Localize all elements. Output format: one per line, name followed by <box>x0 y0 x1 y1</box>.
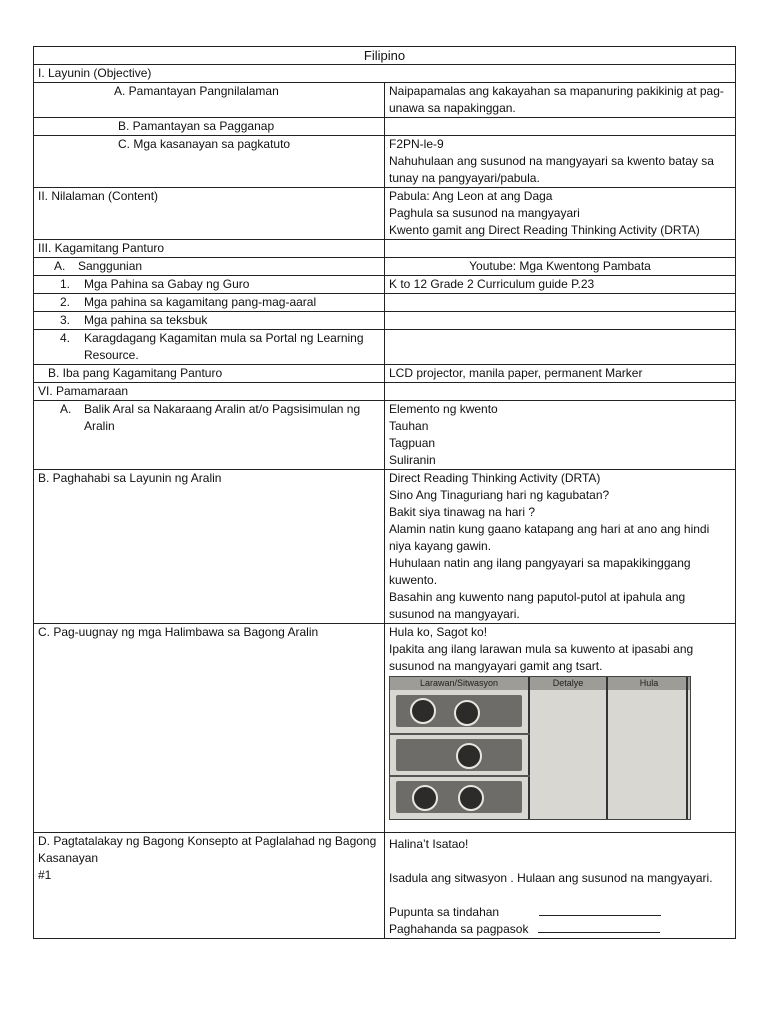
item-row <box>34 294 736 312</box>
balik-aral-label-cell <box>34 401 385 470</box>
item-number: 1. <box>60 277 71 291</box>
story-picture-3 <box>396 781 522 813</box>
pamantayan-pagganap-row <box>34 118 736 136</box>
balik-aral-line: Tauhan <box>389 419 429 433</box>
tsart-header <box>390 677 690 690</box>
item-label-cell <box>34 330 385 365</box>
paghahabi-line: Basahin ang kuwento nang paputol-putol at ipahula ang susunod na mangyayari. <box>389 590 686 621</box>
layunin-heading: I. Layunin (Objective) <box>34 65 736 83</box>
pag-uugnay-row <box>34 624 736 833</box>
pamantayan-pagganap-label: B. Pamantayan sa Pagganap <box>34 118 385 136</box>
lion-icon <box>454 700 480 726</box>
pag-uugnay-cell <box>385 624 736 833</box>
paghahabi-line: Huhulaan natin ang ilang pangyayari sa mapakikinggang kuwento. <box>389 556 691 587</box>
tsart-divider <box>686 677 688 819</box>
situation-line <box>389 921 731 938</box>
spacer <box>389 853 731 870</box>
pamantayan-pagganap-value <box>385 118 736 136</box>
balik-aral-number: A. <box>60 402 72 416</box>
paghahabi-label: B. Paghahabi sa Layunin ng Aralin <box>34 470 385 624</box>
item-label: Mga Pahina sa Gabay ng Guro <box>84 277 250 291</box>
paghahabi-line: Bakit siya tinawag na hari ? <box>389 505 536 519</box>
pamantayan-pangnilalaman-row <box>34 83 736 118</box>
sanggunian-value: Youtube: Mga Kwentong Pambata <box>385 258 736 276</box>
item-value: K to 12 Grade 2 Curriculum guide P.23 <box>385 276 736 294</box>
spacer <box>389 887 731 904</box>
kasanayan-cell <box>385 136 736 188</box>
sanggunian-label: Sanggunian <box>78 259 143 273</box>
iba-pang-kagamitan-row <box>34 365 736 383</box>
item-label: Mga pahina sa kagamitang pang-mag-aaral <box>84 295 317 309</box>
story-picture-1 <box>396 695 522 727</box>
iba-pang-kagamitan-label: B. Iba pang Kagamitang Panturo <box>34 365 385 383</box>
tsart-header-hula: Hula <box>639 678 659 688</box>
tsart-row-line <box>390 733 530 735</box>
kagamitan-row <box>34 240 736 258</box>
kagamitan-empty <box>385 240 736 258</box>
pagtatalakay-heading: Halina’t Isatao! <box>389 837 469 851</box>
lion-icon <box>412 785 438 811</box>
pamamaraan-heading: VI. Pamamaraan <box>34 383 385 401</box>
sanggunian-label-cell <box>34 258 385 276</box>
item-row <box>34 330 736 365</box>
tsart-header-larawan: Larawan/Sitwasyon <box>419 678 499 688</box>
nilalaman-line: Paghula sa susunod na mangyayari <box>389 206 580 220</box>
pagtatalakay-row <box>34 833 736 939</box>
item-label-cell <box>34 312 385 330</box>
item-label: Karagdagang Kagamitan mula sa Portal ng Learning Resource. <box>84 331 364 362</box>
item-value <box>385 330 736 365</box>
pagtatalakay-number: #1 <box>38 868 52 882</box>
kagamitan-heading: III. Kagamitang Panturo <box>34 240 385 258</box>
nilalaman-cell <box>385 188 736 240</box>
item-row <box>34 276 736 294</box>
pamantayan-pangnilalaman-label: A. Pamantayan Pangnilalaman <box>34 83 385 118</box>
pamamaraan-empty <box>385 383 736 401</box>
nilalaman-label: II. Nilalaman (Content) <box>34 188 385 240</box>
pamantayan-pangnilalaman-value: Naipapamalas ang kakayahan sa mapanuring pakikinig at pag-unawa sa napakinggan. <box>385 83 736 118</box>
item-value <box>385 294 736 312</box>
lesson-plan-sheet <box>33 46 736 939</box>
item-number: 4. <box>60 331 71 345</box>
tsart-row-line <box>390 775 530 777</box>
situation-text: Pupunta sa tindahan <box>389 905 500 919</box>
subject-title: Filipino <box>34 47 736 65</box>
tsart-divider <box>528 677 530 819</box>
sanggunian-row <box>34 258 736 276</box>
item-label-cell <box>34 276 385 294</box>
tsart-header-detalye: Detalye <box>552 678 584 688</box>
iba-pang-kagamitan-value: LCD projector, manila paper, permanent Marker <box>385 365 736 383</box>
kasanayan-code: F2PN-le-9 <box>389 137 444 151</box>
item-number: 3. <box>60 313 71 327</box>
story-picture-2 <box>396 739 522 771</box>
item-value <box>385 312 736 330</box>
kasanayan-label: C. Mga kasanayan sa pagkatuto <box>34 136 385 188</box>
situation-text: Paghahanda sa pagpasok <box>389 922 529 936</box>
balik-aral-row <box>34 401 736 470</box>
answer-blank[interactable] <box>539 904 661 916</box>
pag-uugnay-label: C. Pag-uugnay ng mga Halimbawa sa Bagong Aralin <box>34 624 385 833</box>
kasanayan-value: Nahuhulaan ang susunod na mangyayari sa kwento batay sa tunay na pangyayari/pabula. <box>389 154 714 185</box>
lion-icon <box>410 698 436 724</box>
balik-aral-line: Suliranin <box>389 453 436 467</box>
item-label-cell <box>34 294 385 312</box>
pamamaraan-row <box>34 383 736 401</box>
balik-aral-cell <box>385 401 736 470</box>
nilalaman-line: Pabula: Ang Leon at ang Daga <box>389 189 553 203</box>
pag-uugnay-line: Ipakita ang ilang larawan mula sa kuwento at ipasabi ang susunod na mangyayari gamit ang tsart. <box>389 642 694 673</box>
lion-icon <box>458 785 484 811</box>
kasanayan-row <box>34 136 736 188</box>
pag-uugnay-line: Hula ko, Sagot ko! <box>389 625 488 639</box>
situation-line <box>389 904 731 921</box>
item-number: 2. <box>60 295 71 309</box>
title-row <box>34 47 736 65</box>
tsart-divider <box>606 677 608 819</box>
pagtatalakay-label: D. Pagtatalakay ng Bagong Konsepto at Paglalahad ng Bagong Kasanayan <box>38 834 377 865</box>
paghahabi-line: Sino Ang Tinaguriang hari ng kagubatan? <box>389 488 610 502</box>
lesson-plan-table <box>33 46 736 939</box>
tsart-photo <box>389 676 691 820</box>
answer-blank[interactable] <box>538 921 660 933</box>
balik-aral-line: Elemento ng kwento <box>389 402 498 416</box>
item-label: Mga pahina sa teksbuk <box>84 313 208 327</box>
pagtatalakay-cell <box>385 833 736 939</box>
layunin-row <box>34 65 736 83</box>
sanggunian-number: A. <box>54 259 66 273</box>
paghahabi-row <box>34 470 736 624</box>
balik-aral-label: Balik Aral sa Nakaraang Aralin at/o Pagsisimulan ng Aralin <box>84 402 361 433</box>
lion-icon <box>456 743 482 769</box>
pagtatalakay-label-cell <box>34 833 385 939</box>
nilalaman-row <box>34 188 736 240</box>
paghahabi-line: Alamin natin kung gaano katapang ang hari at ano ang hindi niya kayang gawin. <box>389 522 710 553</box>
paghahabi-line: Direct Reading Thinking Activity (DRTA) <box>389 471 601 485</box>
paghahabi-cell <box>385 470 736 624</box>
pagtatalakay-instruction: Isadula ang sitwasyon . Hulaan ang susunod na mangyayari. <box>389 871 713 885</box>
item-row <box>34 312 736 330</box>
balik-aral-line: Tagpuan <box>389 436 436 450</box>
nilalaman-line: Kwento gamit ang Direct Reading Thinking Activity (DRTA) <box>389 223 700 237</box>
